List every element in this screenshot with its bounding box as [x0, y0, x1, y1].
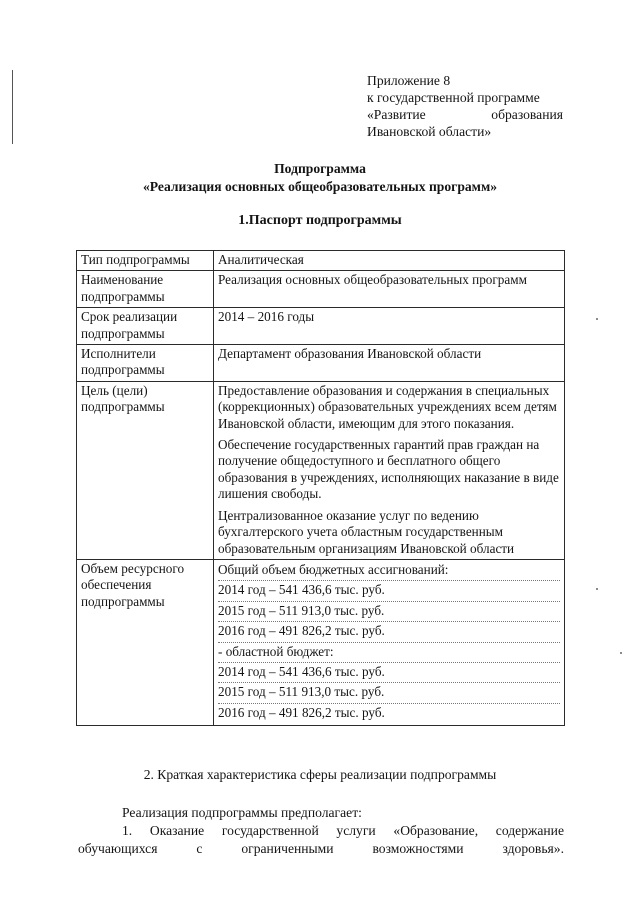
- row-label: Объем ресурсного обеспечения подпрограммы: [77, 559, 214, 725]
- row-label: Срок реализации подпрограммы: [77, 308, 214, 345]
- row-label: Наименование подпрограммы: [77, 271, 214, 308]
- table-row: [77, 559, 565, 725]
- row-label: Тип подпрограммы: [77, 251, 214, 271]
- body-paragraph-item-1: 1. Оказание государственной услуги «Образование, содержание: [122, 823, 564, 838]
- appendix-line-3: «Развитие образования: [367, 107, 563, 122]
- passport-table: [76, 250, 565, 726]
- goal-paragraph: Обеспечение государственных гарантий прав граждан на получение общедоступного и бесплатного общего образования в учреждениях, исполняющих наказание в виде лишения свободы.: [218, 437, 559, 502]
- funding-line: 2015 год – 511 913,0 тыс. руб.: [218, 602, 560, 622]
- row-value: Департамент образования Ивановской области: [214, 345, 565, 382]
- row-label: Цель (цели) подпрограммы: [77, 381, 214, 559]
- subprogram-name: «Реализация основных общеобразовательных программ»: [143, 179, 497, 194]
- appendix-number: Приложение 8: [367, 73, 451, 88]
- row-value: Аналитическая: [214, 251, 565, 271]
- table-row: [77, 251, 565, 271]
- passport-title: 1.Паспорт подпрограммы: [238, 213, 402, 228]
- scan-speck: [596, 318, 598, 320]
- table-row: [77, 271, 565, 308]
- appendix-line-2: к государственной программе: [367, 90, 540, 105]
- appendix-line-4: Ивановской области»: [367, 124, 492, 139]
- scan-speck: [596, 588, 598, 590]
- scan-margin-line: [12, 70, 13, 144]
- row-value: Реализация основных общеобразовательных программ: [214, 271, 565, 308]
- body-paragraph-intro: Реализация подпрограммы предполагает:: [122, 805, 362, 820]
- section-2-title: 2. Краткая характеристика сферы реализации подпрограммы: [143, 767, 497, 782]
- funding-line: 2014 год – 541 436,6 тыс. руб.: [218, 663, 560, 683]
- subprogram-heading: Подпрограмма: [274, 161, 366, 176]
- goal-paragraph: Централизованное оказание услуг по ведению бухгалтерского учета областным государственным образовательным организациям Ивановской области: [218, 507, 515, 556]
- funding-line: - областной бюджет:: [218, 643, 560, 663]
- goal-paragraph: Предоставление образования и содержания в специальных (коррекционных) образовательных учреждениях всем детям Ивановской области, имеющим для этого показания.: [218, 382, 557, 431]
- table-row: [77, 308, 565, 345]
- appendix-block: [367, 72, 563, 140]
- table-row: [77, 381, 565, 559]
- table-row: [77, 345, 565, 382]
- funding-line: 2016 год – 491 826,2 тыс. руб.: [218, 704, 385, 720]
- row-value: [214, 559, 565, 725]
- body-paragraph-item-1-cont: обучающихся с ограниченными возможностями здоровья».: [78, 841, 564, 856]
- funding-line: 2014 год – 541 436,6 тыс. руб.: [218, 581, 560, 601]
- scan-speck: [620, 652, 622, 654]
- row-value: 2014 – 2016 годы: [214, 308, 565, 345]
- row-label: Исполнители подпрограммы: [77, 345, 214, 382]
- funding-line: 2015 год – 511 913,0 тыс. руб.: [218, 683, 560, 703]
- funding-line: 2016 год – 491 826,2 тыс. руб.: [218, 622, 560, 642]
- row-value: [214, 381, 565, 559]
- funding-line: Общий объем бюджетных ассигнований:: [218, 561, 560, 581]
